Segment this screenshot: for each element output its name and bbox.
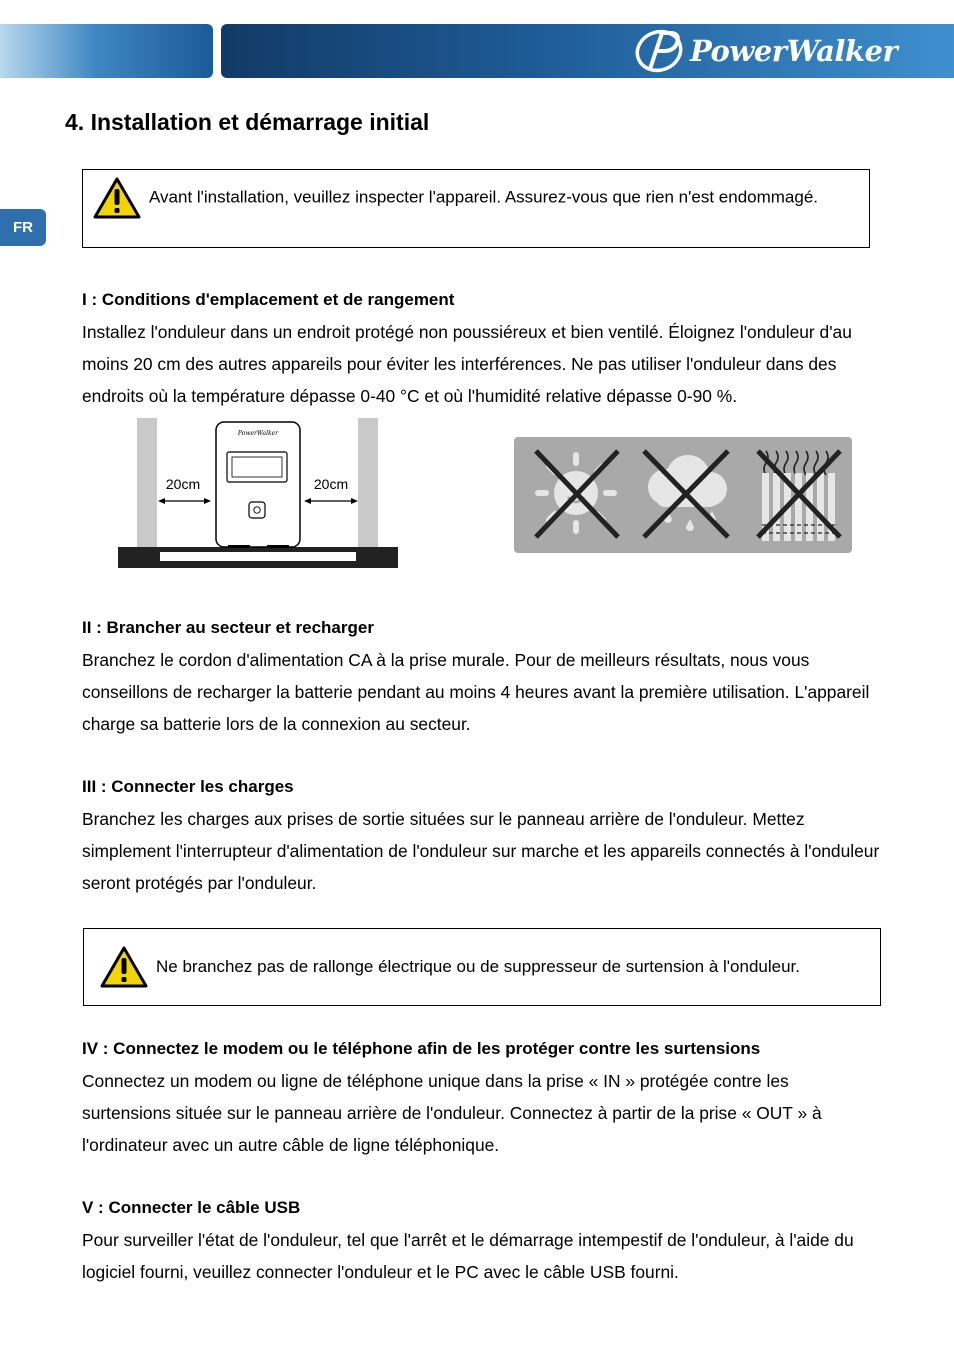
notice-text: Ne branchez pas de rallonge électrique ou de suppresseur de surtension à l'onduleur. [156, 957, 800, 976]
notice-text: Avant l'installation, veuillez inspecter l'appareil. Assurez-vous que rien n'est endommagé. [149, 187, 819, 207]
warning-notice-extension [83, 928, 881, 1006]
header-banner-left [0, 24, 213, 78]
warning-notice-inspection [82, 169, 870, 248]
section-title-placement: I : Conditions d'emplacement et de rangement [82, 290, 455, 309]
section-body-mains: Branchez le cordon d'alimentation CA à la prise murale. Pour de meilleurs résultats, nous vous conseillons de recharger la batterie pendant au moins 4 heures avant la première utilisation. L'appareil charge sa batterie lors de la connexion au secteur. [82, 650, 870, 734]
avoid-conditions-figure [514, 437, 852, 553]
brand-logo [632, 27, 897, 75]
powerwalker-logo-icon [632, 27, 688, 75]
section-title-usb: V : Connecter le câble USB [82, 1198, 301, 1217]
warning-icon [100, 946, 148, 988]
floor-shelf-gap [160, 552, 356, 561]
section-body-loads: Branchez les charges aux prises de sortie situées sur le panneau arrière de l'onduleur. Mettez simplement l'interrupteur d'alimentation de l'onduleur sur marche et les appareils connectés à l'onduleur seront protégés par l'onduleur. [82, 809, 880, 893]
left-clearance-label: 20cm [165, 476, 201, 492]
right-wall [358, 418, 378, 550]
warning-icon [93, 177, 141, 219]
placement-clearance-figure [112, 418, 404, 570]
ups-device [216, 422, 300, 547]
language-tab: FR [0, 209, 46, 246]
page-title: 4. Installation et démarrage initial [65, 109, 430, 135]
section-body-placement: Installez l'onduleur dans un endroit protégé non poussiéreux et bien ventilé. Éloignez l'onduleur d'au moins 20 cm des autres appareils pour éviter les interférences. Ne pas utiliser l'onduleur dans des endroits où la température dépasse 0-40 °C et où l'humidité relative dépasse 0-90 %. [82, 322, 852, 406]
right-clearance-label: 20cm [313, 476, 349, 492]
section-body-usb: Pour surveiller l'état de l'onduleur, tel que l'arrêt et le démarrage intempestif de l'onduleur, à l'aide du logiciel fourni, veuillez connecter l'onduleur et le PC avec le câble USB fourni. [82, 1230, 854, 1282]
left-wall [137, 418, 157, 550]
section-title-loads: III : Connecter les charges [82, 777, 294, 796]
section-title-mains: II : Brancher au secteur et recharger [82, 618, 374, 637]
ups-brand-label: PowerWalker [237, 430, 279, 437]
brand-name: PowerWalker [690, 34, 898, 68]
section-body-modem: Connectez un modem ou ligne de téléphone unique dans la prise « IN » protégée contre les surtensions située sur le panneau arrière de l'onduleur. Connectez à partir de la prise « OUT » à l'ordinateur avec un autre câble de ligne téléphonique. [82, 1071, 822, 1155]
section-title-modem: IV : Connectez le modem ou le téléphone afin de les protéger contre les surtensions [82, 1039, 761, 1058]
